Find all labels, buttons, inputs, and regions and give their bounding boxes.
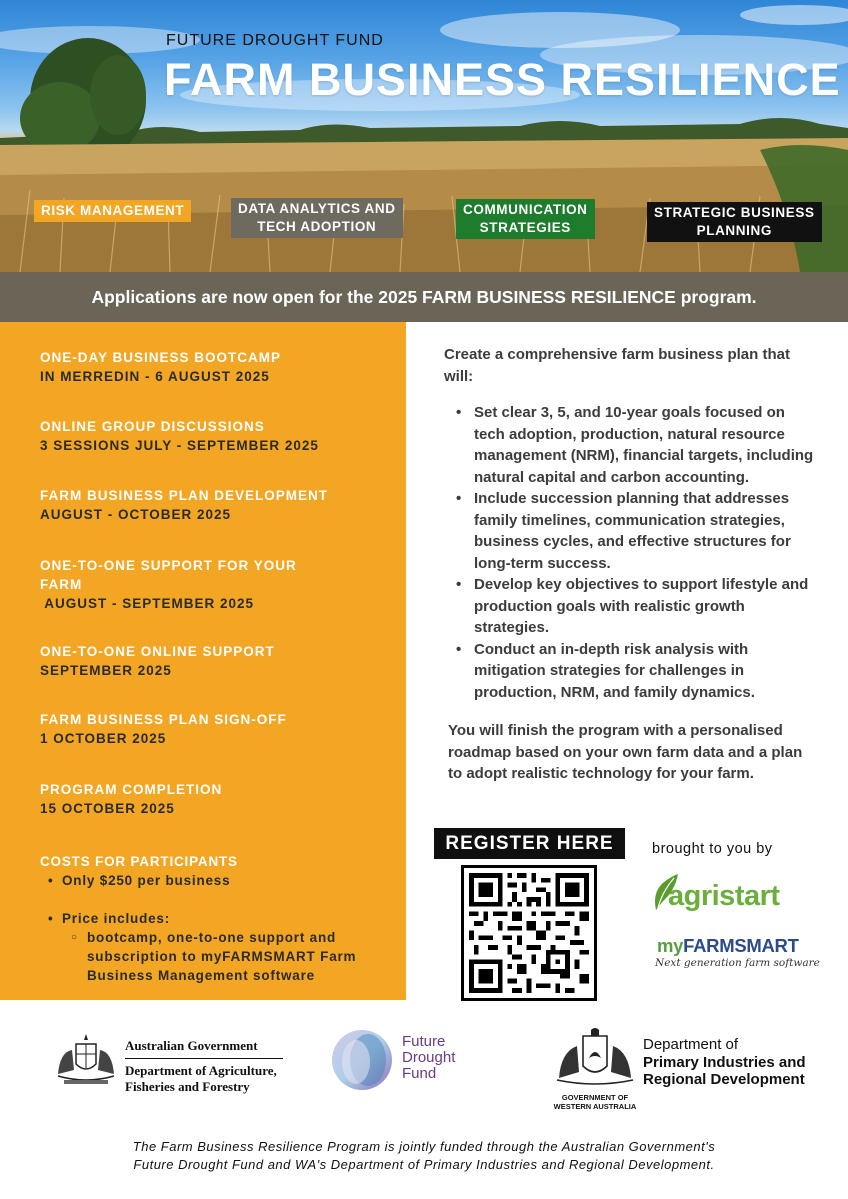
schedule-title: ONE-DAY BUSINESS BOOTCAMP	[40, 350, 282, 365]
wa-label-line: GOVERNMENT OF	[561, 1093, 629, 1102]
wa-label-line: WESTERN AUSTRALIA	[553, 1102, 637, 1111]
schedule-title: ONE-TO-ONE SUPPORT FOR YOUR FARM	[40, 558, 297, 592]
footer-line: The Farm Business Resilience Program is jointly funded through the Australian Government's	[132, 1139, 716, 1154]
hero-kicker: FUTURE DROUGHT FUND	[166, 32, 384, 49]
myfarmsmart-wordmark	[657, 935, 799, 957]
wa-coat-of-arms-icon	[551, 1026, 639, 1092]
tag-label: TECH ADOPTION	[257, 219, 377, 234]
tag-data-analytics	[231, 198, 403, 238]
tag-communication	[456, 199, 595, 239]
schedule-detail: AUGUST - OCTOBER 2025	[40, 507, 232, 522]
dpird-name	[643, 1054, 806, 1088]
schedule-detail: IN MERREDIN - 6 AUGUST 2025	[40, 369, 270, 384]
list-item: • Conduct an in-depth risk analysis with mitigation strategies for challenges in production, NRM, and family dynamics.	[444, 639, 814, 704]
funding-footer	[0, 1138, 848, 1174]
plan-intro: Create a comprehensive farm business plan that will:	[444, 346, 790, 385]
costs-price: • Only $250 per business	[40, 871, 390, 890]
schedule-item	[40, 417, 380, 455]
dpird-logo	[547, 1026, 827, 1114]
gov-title: Australian Government	[125, 1038, 258, 1053]
agristart-wordmark: agristart	[668, 880, 780, 912]
gov-department	[125, 1063, 277, 1094]
schedule-detail: 15 OCTOBER 2025	[40, 801, 175, 816]
applications-open-banner: Applications are now open for the 2025 FARM BUSINESS RESILIENCE program.	[0, 272, 848, 322]
register-here-button[interactable]: REGISTER HERE	[434, 828, 625, 859]
tag-label: STRATEGIC BUSINESS	[654, 205, 815, 220]
costs-section	[40, 852, 390, 985]
schedule-title: ONE-TO-ONE ONLINE SUPPORT	[40, 644, 275, 659]
tag-label: PLANNING	[696, 223, 772, 238]
hero-headline: FARM BUSINESS RESILIENCE	[164, 54, 841, 105]
schedule-detail: 1 OCTOBER 2025	[40, 731, 167, 746]
future-drought-fund-logo	[330, 1028, 480, 1092]
gov-divider	[125, 1058, 283, 1059]
qr-code-icon	[469, 873, 589, 993]
plan-description	[444, 344, 814, 785]
costs-includes-label: • Price includes:	[40, 909, 390, 928]
coat-of-arms-icon	[52, 1030, 120, 1092]
schedule-title: FARM BUSINESS PLAN DEVELOPMENT	[40, 488, 329, 503]
costs-list	[40, 871, 390, 985]
costs-includes-detail: ○ bootcamp, one-to-one support and subscription to myFARMSMART Farm Business Management software	[40, 928, 390, 985]
fdf-line: Drought	[402, 1049, 456, 1066]
schedule-title: PROGRAM COMPLETION	[40, 782, 223, 797]
fdf-circle-icon	[330, 1028, 394, 1092]
fdf-line: Future	[402, 1033, 446, 1050]
schedule-panel	[0, 322, 406, 1000]
dpird-line: Department of	[643, 1036, 739, 1053]
australian-government-logo	[52, 1026, 292, 1096]
plan-outro: You will finish the program with a personalised roadmap based on your own farm data and a plan to adopt realistic technology for your farm.	[448, 722, 803, 782]
footer-line: Future Drought Fund and WA's Department of Primary Industries and Regional Development.	[133, 1157, 715, 1172]
dpird-line: Primary Industries and	[643, 1054, 806, 1071]
schedule-title: FARM BUSINESS PLAN SIGN-OFF	[40, 712, 287, 727]
tag-label: STRATEGIES	[479, 220, 571, 235]
wa-government-label	[549, 1093, 641, 1111]
schedule-item	[40, 710, 380, 748]
fdf-wordmark	[402, 1034, 455, 1082]
list-item: • Set clear 3, 5, and 10-year goals focused on tech adoption, production, natural resource management (NRM), financial targets, including natural capital and carbon accounting.	[444, 402, 814, 488]
schedule-item	[40, 642, 380, 680]
myfarmsmart-tagline: Next generation farm software	[655, 957, 820, 969]
gov-department-line: Fisheries and Forestry	[125, 1078, 250, 1094]
schedule-detail: AUGUST - SEPTEMBER 2025	[40, 596, 255, 611]
schedule-title: ONLINE GROUP DISCUSSIONS	[40, 419, 265, 434]
agristart-logo	[650, 868, 800, 918]
dpird-line: Regional Development	[643, 1071, 805, 1088]
myfarmsmart-logo	[655, 935, 820, 975]
gov-department-line: Department of Agriculture,	[125, 1063, 277, 1078]
plan-bullets	[444, 402, 814, 703]
tag-risk-management	[34, 200, 191, 222]
schedule-detail: 3 SESSIONS JULY - SEPTEMBER 2025	[40, 438, 319, 453]
list-item: • Develop key objectives to support lifestyle and production goals with realistic growth strategies.	[444, 574, 814, 639]
costs-title: COSTS FOR PARTICIPANTS	[40, 854, 238, 869]
schedule-item	[40, 780, 380, 818]
myfarmsmart-name: FARMSMART	[683, 935, 799, 956]
tag-label: DATA ANALYTICS AND	[238, 201, 396, 216]
tag-label: RISK MANAGEMENT	[41, 203, 185, 218]
schedule-item	[40, 348, 380, 386]
myfarmsmart-prefix: my	[657, 935, 684, 956]
schedule-item	[40, 486, 380, 524]
tag-label: COMMUNICATION	[463, 202, 588, 217]
hero-banner	[0, 0, 848, 272]
schedule-detail: SEPTEMBER 2025	[40, 663, 172, 678]
tag-strategic-planning	[647, 202, 822, 242]
list-item: • Include succession planning that addresses family timelines, communication strategies, business cycles, and effective structures for long-term success.	[444, 488, 814, 574]
brought-to-you-by: brought to you by	[652, 841, 773, 857]
fdf-line: Fund	[402, 1065, 437, 1082]
schedule-item	[40, 556, 320, 613]
qr-code[interactable]	[461, 865, 597, 1001]
